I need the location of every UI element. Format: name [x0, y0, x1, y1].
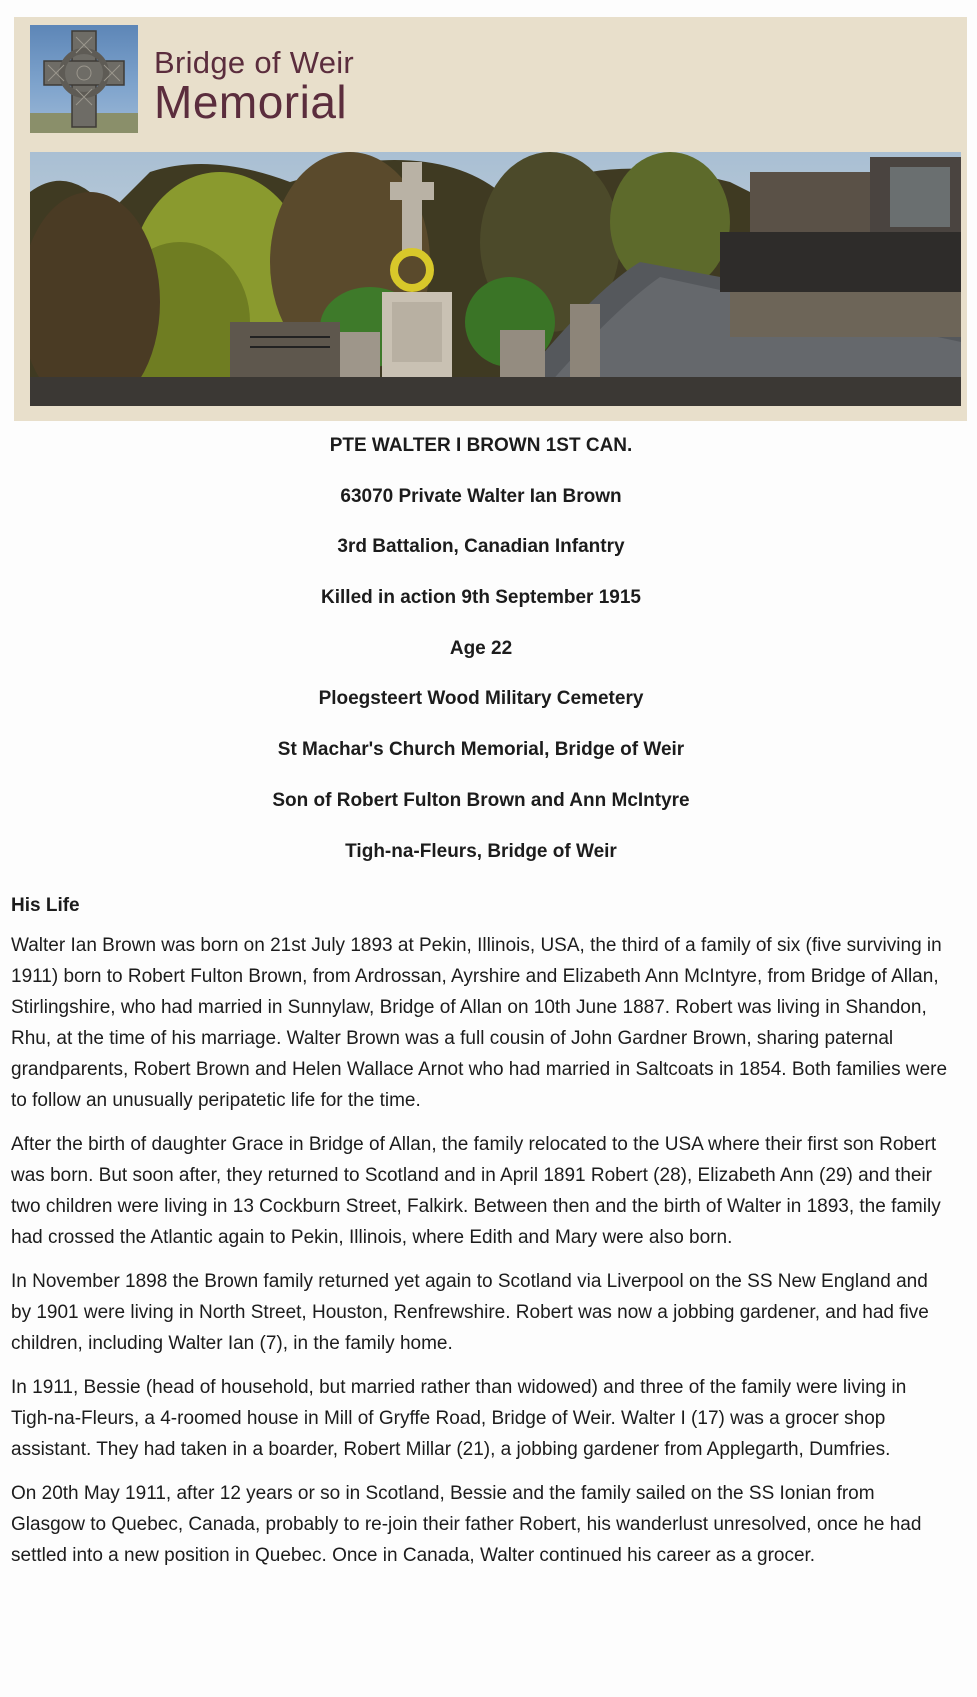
date-of-death: Killed in action 9th September 1915 — [321, 587, 641, 609]
section-heading-his-life: His Life — [11, 895, 80, 917]
life-paragraph: In November 1898 the Brown family returned yet again to Scotland via Liverpool on the SS New England and by 1901 were living in North Street, Houston, Renfrewshire. Robert was now a jobbing gardener, and had five children, including Walter Ian (7), in the family home. — [11, 1271, 929, 1355]
war-memorial-cross-photo — [30, 152, 961, 406]
celtic-cross-icon[interactable] — [30, 25, 138, 133]
life-paragraph: After the birth of daughter Grace in Bridge of Allan, the family relocated to the USA where their first son Robert was born. But soon after, they returned to Scotland and in April 1891 Robert (28), Elizabeth Ann (29) and their two children were living in 13 Cockburn Street, Falkirk. Between then and the birth of Walter in 1893, the family had crossed the Atlantic again to Pekin, Illinois, where Edith and Mary were also born. — [11, 1134, 941, 1249]
site-title-line1[interactable]: Bridge of Weir — [154, 45, 355, 80]
parents: Son of Robert Fulton Brown and Ann McIntyre — [272, 789, 690, 811]
unit: 3rd Battalion, Canadian Infantry — [337, 536, 625, 558]
church-memorial: St Machar's Church Memorial, Bridge of Weir — [277, 739, 685, 761]
memorial-entry — [11, 421, 951, 1584]
age: Age 22 — [449, 637, 513, 659]
address: Tigh-na-Fleurs, Bridge of Weir — [345, 840, 617, 862]
site-title-line2[interactable]: Memorial — [154, 76, 348, 128]
memorial-inscription: PTE WALTER I BROWN 1ST CAN. — [329, 435, 633, 456]
life-paragraph: On 20th May 1911, after 12 years or so in Scotland, Bessie and the family sailed on the SS Ionian from Glasgow to Quebec, Canada, probably to re-join their father Robert, his wanderlust unresolved, once he had settled into a new position in Quebec. Once in Canada, Walter continued his career as a grocer. — [11, 1483, 922, 1567]
cemetery: Ploegsteert Wood Military Cemetery — [318, 688, 644, 710]
life-paragraph: Walter Ian Brown was born on 21st July 1893 at Pekin, Illinois, USA, the third of a family of six (five surviving in 1911) born to Robert Fulton Brown, from Ardrossan, Ayrshire and Elizabeth Ann McIntyre, from Bridge of Allan, Stirlingshire, who had married in Sunnylaw, Bridge of Allan on 10th June 1887. Robert was living in Shandon, Rhu, at the time of his marriage. Walter Brown was a full cousin of John Gardner Brown, sharing paternal grandparents, Robert Brown and Helen Wallace Arnot who had married in Saltcoats in 1854. Both families were to follow an unusually peripatetic life for the time. — [11, 935, 948, 1112]
site-header — [14, 17, 967, 421]
service-number-name: 63070 Private Walter Ian Brown — [340, 485, 622, 507]
life-paragraph: In 1911, Bessie (head of household, but married rather than widowed) and three of the family were living in Tigh-na-Fleurs, a 4-roomed house in Mill of Gryffe Road, Bridge of Weir. Walter I (17) was a grocer shop assistant. They had taken in a boarder, Robert Millar (21), a jobbing gardener from Applegarth, Dumfries. — [11, 1377, 907, 1461]
